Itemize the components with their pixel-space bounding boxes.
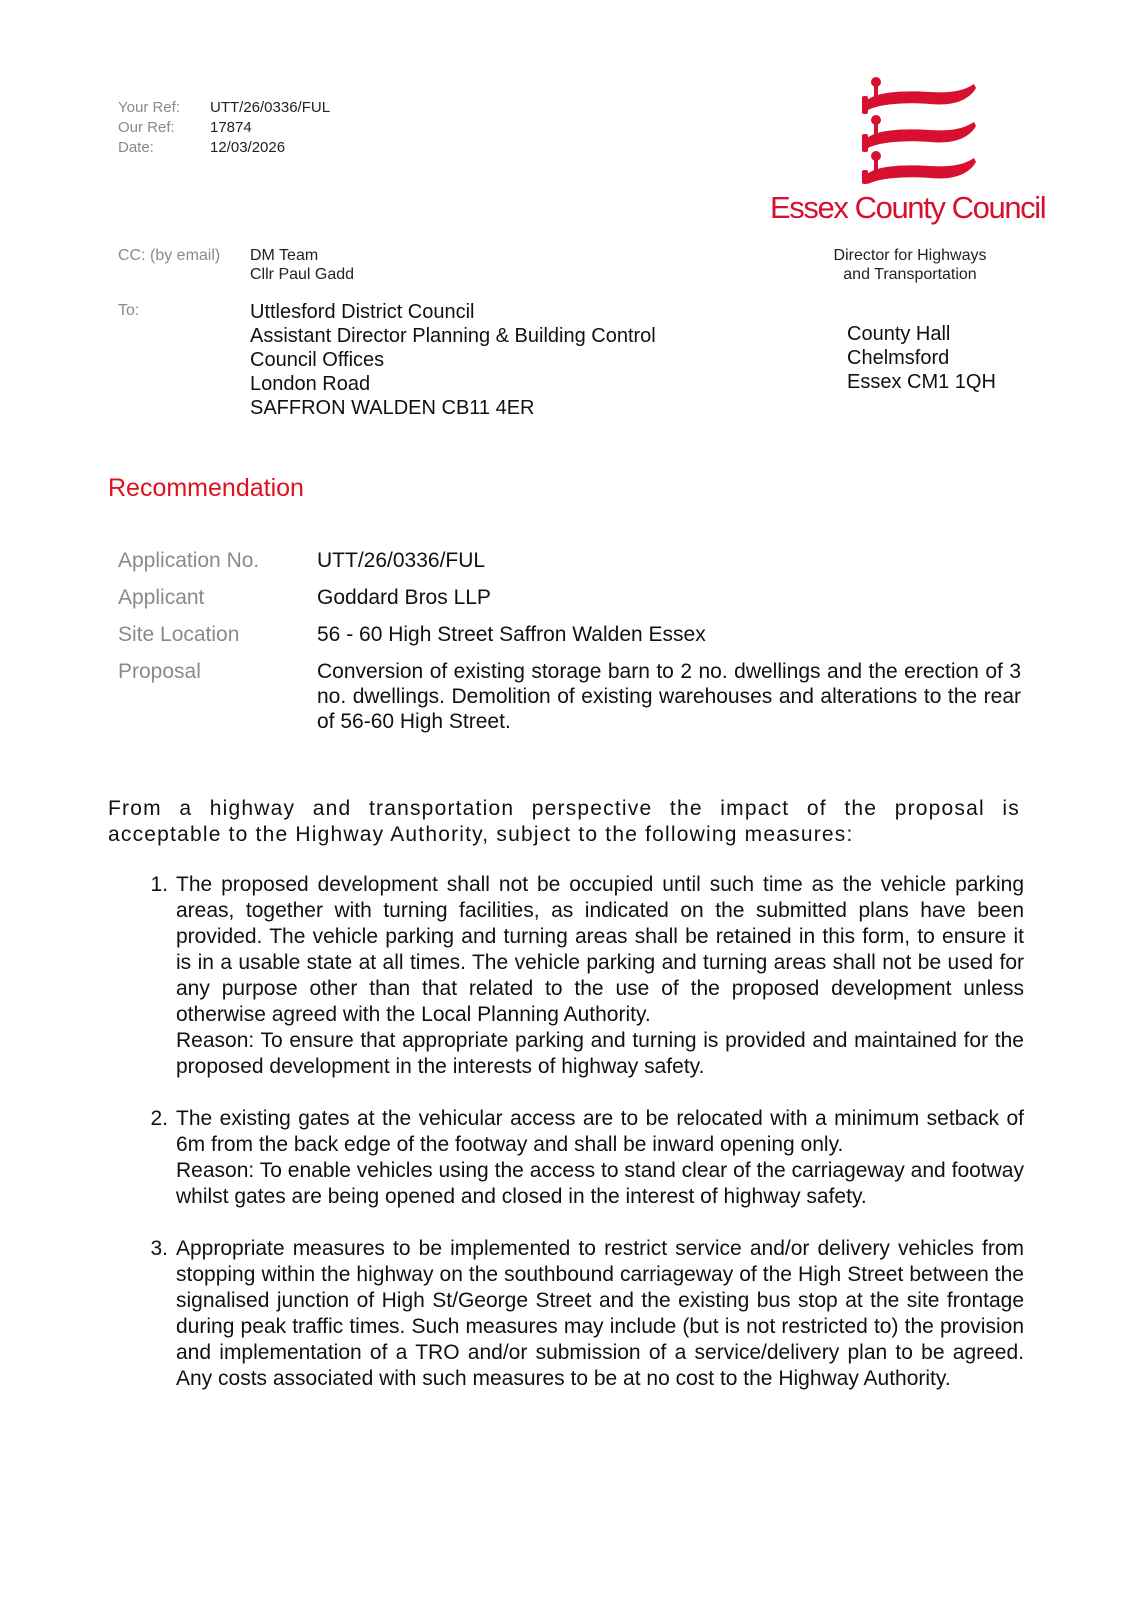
condition-reason: Reason: To enable vehicles using the access to stand clear of the carriageway and footway whilst gates are being opened and closed in the interest of highway safety.: [176, 1159, 1024, 1208]
proposal-label: Proposal: [118, 660, 201, 683]
logo-wordmark: Essex County Council: [770, 190, 1046, 225]
recipient-address: [250, 300, 656, 420]
address-line: SAFFRON WALDEN CB11 4ER: [250, 397, 535, 419]
condition-text: Appropriate measures to be implemented to restrict service and/or delivery vehicles from stopping within the highway on the southbound carriageway of the High Street between the signalised junction of High St/George Street and the existing bus stop at the site frontage during peak traffic times. Such measures may include (but is not restricted to) the provision and implementation of a TRO and/or submission of a service/delivery plan to be agreed. Any costs associated with such measures to be at no cost to the Highway Authority.: [176, 1237, 1024, 1390]
site-location-row: [118, 622, 1021, 647]
our-ref-row: [118, 118, 330, 138]
application-details: [118, 548, 1021, 746]
intro-paragraph: From a highway and transportation perspective the impact of the proposal is acceptable to the Highway Authority, subject to the following measures:: [108, 797, 1020, 846]
conditions-list: [136, 872, 1024, 1418]
application-number-label: Application No.: [118, 549, 260, 572]
sender-address-line: Essex CM1 1QH: [847, 371, 996, 393]
sender-address: [847, 322, 996, 394]
proposal-value: Conversion of existing storage barn to 2 no. dwellings and the erection of 3 no. dwellings. Demolition of existing warehouses and alterations to the rear of 56-60 High Street.: [317, 660, 1021, 733]
condition-body: [176, 1106, 1024, 1210]
page-title: Recommendation: [108, 474, 304, 502]
three-seaxes-icon: [850, 74, 980, 184]
condition-body: [176, 1236, 1024, 1392]
address-line: London Road: [250, 373, 371, 395]
condition-number: 2.: [150, 1107, 168, 1130]
site-location-value: 56 - 60 High Street Saffron Walden Essex: [317, 623, 706, 646]
application-number-row: [118, 548, 1021, 573]
applicant-label: Applicant: [118, 586, 205, 609]
condition-body: [176, 872, 1024, 1080]
sender-address-line: County Hall: [847, 323, 951, 345]
essex-logo: [770, 74, 1090, 234]
list-item: [136, 1106, 1024, 1210]
cc-recipient: Cllr Paul Gadd: [250, 266, 355, 283]
your-ref-label: Your Ref:: [118, 99, 180, 116]
date-row: [118, 138, 330, 158]
cc-label: CC: (by email): [118, 247, 221, 264]
director-title: [800, 246, 1020, 284]
our-ref-value: 17874: [210, 119, 252, 136]
your-ref-value: UTT/26/0336/FUL: [210, 99, 331, 116]
address-line: Uttlesford District Council: [250, 301, 475, 323]
director-line: Director for Highways: [833, 247, 987, 264]
site-location-label: Site Location: [118, 623, 240, 646]
date-value: 12/03/2026: [210, 139, 286, 156]
cc-recipients: [250, 246, 354, 284]
condition-number: 3.: [150, 1237, 168, 1260]
condition-reason: Reason: To ensure that appropriate parking and turning is provided and maintained for the proposed development in the interests of highway safety.: [176, 1029, 1024, 1078]
applicant-value: Goddard Bros LLP: [317, 586, 491, 609]
condition-text: The existing gates at the vehicular access are to be relocated with a minimum setback of 6m from the back edge of the footway and shall be inward opening only.: [176, 1107, 1024, 1156]
condition-number: 1.: [150, 873, 168, 896]
our-ref-label: Our Ref:: [118, 119, 175, 136]
application-number-value: UTT/26/0336/FUL: [317, 549, 486, 572]
applicant-row: [118, 585, 1021, 610]
list-item: [136, 1236, 1024, 1392]
date-label: Date:: [118, 139, 154, 156]
sender-address-line: Chelmsford: [847, 347, 950, 369]
list-item: [136, 872, 1024, 1080]
proposal-row: [118, 659, 1021, 734]
director-line: and Transportation: [843, 266, 977, 283]
your-ref-row: [118, 98, 330, 118]
address-line: Council Offices: [250, 349, 385, 371]
reference-block: [118, 98, 330, 158]
address-line: Assistant Director Planning & Building Control: [250, 325, 656, 347]
to-label: To:: [118, 302, 140, 319]
cc-recipient: DM Team: [250, 247, 319, 264]
condition-text: The proposed development shall not be occupied until such time as the vehicle parking areas, together with turning facilities, as indicated on the submitted plans have been provided. The vehicle parking and turning areas shall be retained in this form, to ensure it is in a usable state at all times. The vehicle parking and turning areas shall not be used for any purpose other than that related to the use of the proposed development unless otherwise agreed with the Local Planning Authority.: [176, 873, 1024, 1026]
